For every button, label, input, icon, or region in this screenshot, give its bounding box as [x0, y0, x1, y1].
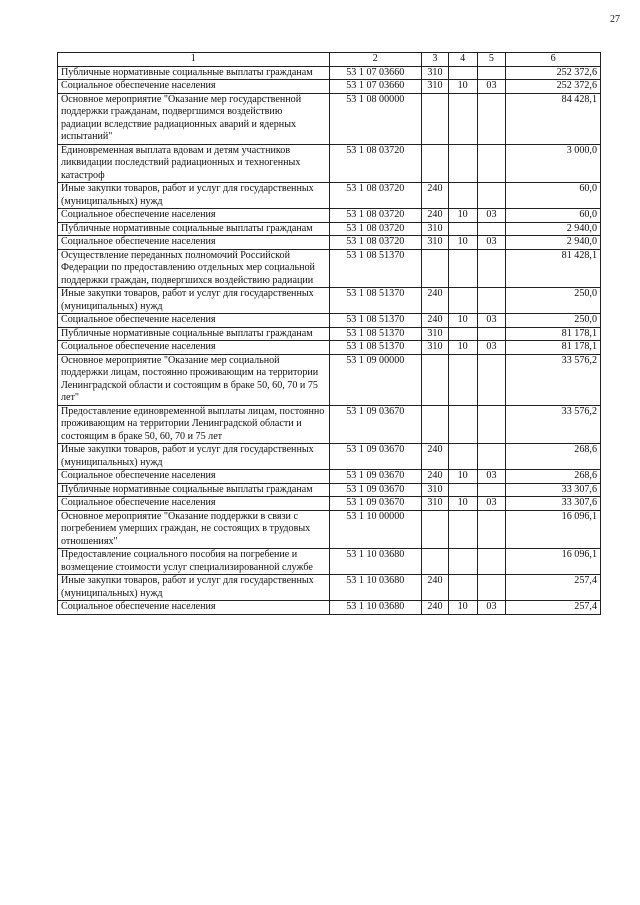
row-amount-cell: 33 307,6	[506, 483, 601, 497]
row-expense-type-cell: 240	[422, 601, 449, 615]
row-amount-cell: 81 428,1	[506, 249, 601, 288]
table-row	[58, 444, 601, 470]
row-subsection-cell: 03	[477, 601, 506, 615]
row-name-cell: Социальное обеспечение населения	[58, 209, 330, 223]
row-name-cell: Публичные нормативные социальные выплаты гражданам	[58, 66, 330, 80]
row-section-cell	[448, 222, 477, 236]
row-expense-type-cell	[422, 144, 449, 183]
table-row	[58, 144, 601, 183]
row-name-cell: Иные закупки товаров, работ и услуг для государственных (муниципальных) нужд	[58, 288, 330, 314]
row-code-cell: 53 1 09 03670	[329, 483, 422, 497]
row-subsection-cell: 03	[477, 209, 506, 223]
table-row	[58, 405, 601, 444]
row-code-cell: 53 1 10 03680	[329, 575, 422, 601]
row-code-cell: 53 1 08 03720	[329, 222, 422, 236]
budget-table	[57, 52, 601, 615]
row-code-cell: 53 1 07 03660	[329, 80, 422, 94]
row-name-cell: Иные закупки товаров, работ и услуг для государственных (муниципальных) нужд	[58, 183, 330, 209]
table-row	[58, 236, 601, 250]
row-code-cell: 53 1 08 03720	[329, 183, 422, 209]
row-code-cell: 53 1 08 51370	[329, 327, 422, 341]
table-row	[58, 549, 601, 575]
row-expense-type-cell: 310	[422, 236, 449, 250]
row-code-cell: 53 1 08 51370	[329, 314, 422, 328]
row-amount-cell: 2 940,0	[506, 236, 601, 250]
row-section-cell	[448, 66, 477, 80]
table-header-row	[58, 53, 601, 67]
row-code-cell: 53 1 09 03670	[329, 444, 422, 470]
row-name-cell: Публичные нормативные социальные выплаты гражданам	[58, 327, 330, 341]
row-code-cell: 53 1 08 03720	[329, 236, 422, 250]
row-amount-cell: 81 178,1	[506, 327, 601, 341]
row-amount-cell: 252 372,6	[506, 66, 601, 80]
table-row	[58, 575, 601, 601]
table-row	[58, 314, 601, 328]
column-header-expense-type: 3	[422, 53, 449, 67]
row-name-cell: Основное мероприятие "Оказание мер государственной поддержки гражданам, подвергшимся воздействию радиации вследствие радиационных аварий и ядерных испытаний"	[58, 93, 330, 144]
table-row	[58, 93, 601, 144]
row-name-cell: Основное мероприятие "Оказание поддержки в связи с погребением умерших граждан, не состоящих в трудовых отношениях"	[58, 510, 330, 549]
row-amount-cell: 81 178,1	[506, 341, 601, 355]
row-expense-type-cell	[422, 249, 449, 288]
row-name-cell: Осуществление переданных полномочий Российской Федерации по предоставлению отдельных мер социальной поддержки граждан, подвергшихся воздействию радиации	[58, 249, 330, 288]
row-subsection-cell	[477, 354, 506, 405]
row-expense-type-cell: 310	[422, 66, 449, 80]
row-section-cell	[448, 510, 477, 549]
row-expense-type-cell: 240	[422, 209, 449, 223]
row-amount-cell: 33 576,2	[506, 354, 601, 405]
row-amount-cell: 16 096,1	[506, 510, 601, 549]
column-header-name: 1	[58, 53, 330, 67]
table-row	[58, 80, 601, 94]
row-subsection-cell	[477, 549, 506, 575]
row-code-cell: 53 1 08 51370	[329, 249, 422, 288]
row-expense-type-cell	[422, 549, 449, 575]
row-subsection-cell	[477, 444, 506, 470]
row-section-cell: 10	[448, 601, 477, 615]
row-subsection-cell	[477, 222, 506, 236]
table-row	[58, 183, 601, 209]
row-code-cell: 53 1 09 00000	[329, 354, 422, 405]
row-section-cell: 10	[448, 497, 477, 511]
row-subsection-cell	[477, 405, 506, 444]
row-amount-cell: 268,6	[506, 470, 601, 484]
row-section-cell: 10	[448, 470, 477, 484]
row-name-cell: Публичные нормативные социальные выплаты гражданам	[58, 222, 330, 236]
row-subsection-cell: 03	[477, 470, 506, 484]
row-code-cell: 53 1 08 00000	[329, 93, 422, 144]
row-subsection-cell	[477, 288, 506, 314]
row-section-cell	[448, 144, 477, 183]
row-expense-type-cell: 240	[422, 444, 449, 470]
row-section-cell	[448, 183, 477, 209]
row-section-cell	[448, 549, 477, 575]
row-code-cell: 53 1 10 03680	[329, 549, 422, 575]
row-subsection-cell: 03	[477, 80, 506, 94]
row-subsection-cell	[477, 183, 506, 209]
row-section-cell	[448, 249, 477, 288]
row-section-cell: 10	[448, 236, 477, 250]
row-name-cell: Социальное обеспечение населения	[58, 314, 330, 328]
row-amount-cell: 257,4	[506, 575, 601, 601]
row-expense-type-cell: 310	[422, 80, 449, 94]
table-body	[58, 66, 601, 614]
row-expense-type-cell: 240	[422, 470, 449, 484]
row-code-cell: 53 1 09 03670	[329, 470, 422, 484]
page-number: 27	[610, 14, 620, 25]
table-row	[58, 288, 601, 314]
row-subsection-cell: 03	[477, 497, 506, 511]
row-name-cell: Иные закупки товаров, работ и услуг для государственных (муниципальных) нужд	[58, 444, 330, 470]
row-code-cell: 53 1 08 51370	[329, 288, 422, 314]
row-code-cell: 53 1 08 03720	[329, 209, 422, 223]
row-section-cell	[448, 354, 477, 405]
row-expense-type-cell: 310	[422, 222, 449, 236]
row-amount-cell: 33 307,6	[506, 497, 601, 511]
row-expense-type-cell: 310	[422, 341, 449, 355]
row-expense-type-cell	[422, 354, 449, 405]
row-amount-cell: 268,6	[506, 444, 601, 470]
row-amount-cell: 2 940,0	[506, 222, 601, 236]
table-row	[58, 510, 601, 549]
row-code-cell: 53 1 07 03660	[329, 66, 422, 80]
row-name-cell: Социальное обеспечение населения	[58, 236, 330, 250]
row-expense-type-cell: 310	[422, 483, 449, 497]
row-code-cell: 53 1 08 03720	[329, 144, 422, 183]
row-subsection-cell	[477, 249, 506, 288]
row-section-cell: 10	[448, 209, 477, 223]
row-section-cell: 10	[448, 80, 477, 94]
row-code-cell: 53 1 09 03670	[329, 497, 422, 511]
row-code-cell: 53 1 09 03670	[329, 405, 422, 444]
row-amount-cell: 33 576,2	[506, 405, 601, 444]
row-amount-cell: 250,0	[506, 314, 601, 328]
row-section-cell	[448, 93, 477, 144]
row-subsection-cell	[477, 510, 506, 549]
row-name-cell: Иные закупки товаров, работ и услуг для государственных (муниципальных) нужд	[58, 575, 330, 601]
row-subsection-cell: 03	[477, 341, 506, 355]
row-subsection-cell	[477, 483, 506, 497]
column-header-subsection: 5	[477, 53, 506, 67]
row-name-cell: Предоставление социального пособия на погребение и возмещение стоимости услуг специализированной службе	[58, 549, 330, 575]
row-section-cell: 10	[448, 314, 477, 328]
row-name-cell: Социальное обеспечение населения	[58, 601, 330, 615]
row-subsection-cell	[477, 575, 506, 601]
row-name-cell: Предоставление единовременной выплаты лицам, постоянно проживающим на территории Ленинградской области и состоящим в браке 50, 60, 70 и 75 лет	[58, 405, 330, 444]
row-subsection-cell	[477, 327, 506, 341]
row-expense-type-cell	[422, 93, 449, 144]
row-expense-type-cell: 240	[422, 314, 449, 328]
row-amount-cell: 252 372,6	[506, 80, 601, 94]
table-row	[58, 601, 601, 615]
row-expense-type-cell: 310	[422, 497, 449, 511]
table-row	[58, 222, 601, 236]
table-row	[58, 327, 601, 341]
row-name-cell: Социальное обеспечение населения	[58, 470, 330, 484]
row-amount-cell: 250,0	[506, 288, 601, 314]
column-header-amount: 6	[506, 53, 601, 67]
row-subsection-cell: 03	[477, 314, 506, 328]
row-section-cell	[448, 575, 477, 601]
row-section-cell	[448, 288, 477, 314]
table-row	[58, 341, 601, 355]
row-section-cell	[448, 405, 477, 444]
table-row	[58, 354, 601, 405]
row-code-cell: 53 1 10 03680	[329, 601, 422, 615]
table-row	[58, 209, 601, 223]
row-name-cell: Основное мероприятие "Оказание мер социальной поддержки лицам, постоянно проживающим на территории Ленинградской области и состоящим в браке 50, 60, 70 и 75 лет"	[58, 354, 330, 405]
row-section-cell	[448, 483, 477, 497]
row-name-cell: Социальное обеспечение населения	[58, 341, 330, 355]
row-subsection-cell	[477, 144, 506, 183]
row-expense-type-cell: 240	[422, 575, 449, 601]
row-code-cell: 53 1 08 51370	[329, 341, 422, 355]
table-row	[58, 483, 601, 497]
row-section-cell: 10	[448, 341, 477, 355]
row-section-cell	[448, 444, 477, 470]
table-row	[58, 66, 601, 80]
row-subsection-cell	[477, 93, 506, 144]
row-expense-type-cell: 310	[422, 327, 449, 341]
row-expense-type-cell: 240	[422, 288, 449, 314]
table-row	[58, 470, 601, 484]
table-row	[58, 497, 601, 511]
row-name-cell: Публичные нормативные социальные выплаты гражданам	[58, 483, 330, 497]
row-amount-cell: 257,4	[506, 601, 601, 615]
row-name-cell: Социальное обеспечение населения	[58, 80, 330, 94]
row-code-cell: 53 1 10 00000	[329, 510, 422, 549]
row-expense-type-cell: 240	[422, 183, 449, 209]
column-header-code: 2	[329, 53, 422, 67]
row-name-cell: Социальное обеспечение населения	[58, 497, 330, 511]
row-amount-cell: 60,0	[506, 183, 601, 209]
row-section-cell	[448, 327, 477, 341]
row-amount-cell: 3 000,0	[506, 144, 601, 183]
row-name-cell: Единовременная выплата вдовам и детям участников ликвидации последствий радиационных и техногенных катастроф	[58, 144, 330, 183]
row-amount-cell: 60,0	[506, 209, 601, 223]
row-expense-type-cell	[422, 405, 449, 444]
row-expense-type-cell	[422, 510, 449, 549]
row-subsection-cell	[477, 66, 506, 80]
column-header-section: 4	[448, 53, 477, 67]
row-amount-cell: 16 096,1	[506, 549, 601, 575]
row-amount-cell: 84 428,1	[506, 93, 601, 144]
table-row	[58, 249, 601, 288]
row-subsection-cell: 03	[477, 236, 506, 250]
